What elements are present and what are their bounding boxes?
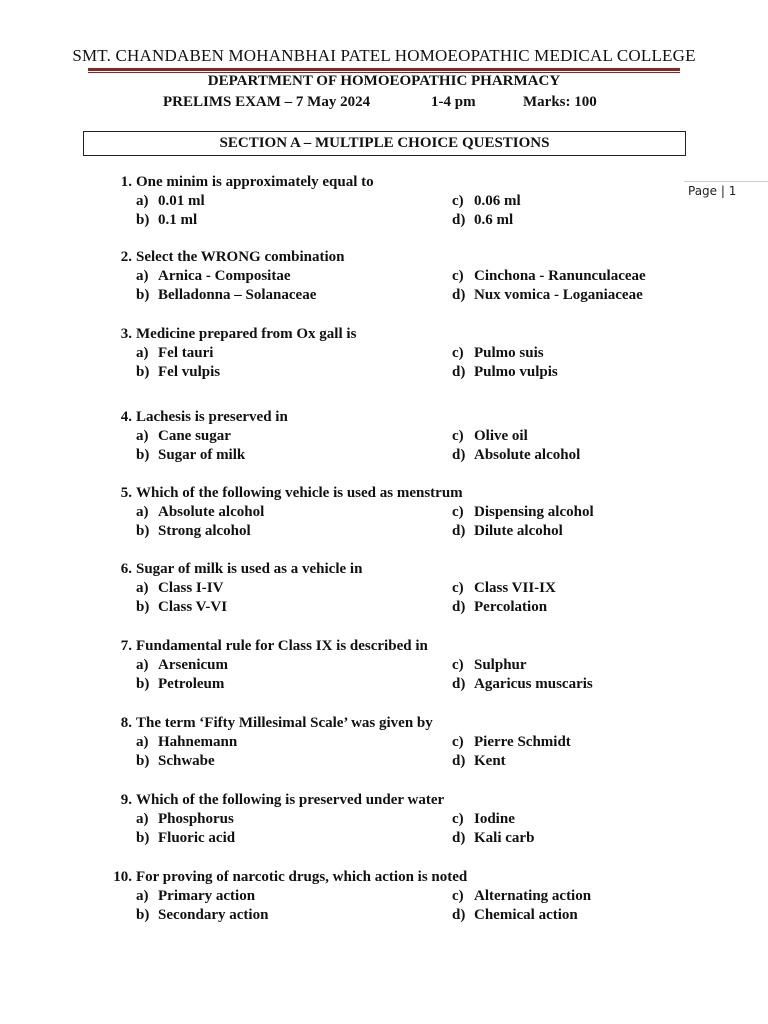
option-letter: c) (452, 345, 464, 361)
option-letter: a) (136, 734, 149, 750)
answer-option (136, 428, 231, 445)
answer-option (452, 734, 571, 751)
option-letter: a) (136, 345, 149, 361)
answer-option (136, 193, 205, 210)
answer-option (136, 287, 316, 304)
option-letter: c) (452, 193, 464, 209)
option-text: Chemical action (474, 907, 578, 923)
department-name: DEPARTMENT OF HOMOEOPATHIC PHARMACY (207, 73, 561, 89)
option-letter: d) (452, 287, 466, 303)
option-letter: c) (452, 888, 464, 904)
question-text: The term ‘Fifty Millesimal Scale’ was given by (136, 715, 433, 731)
question-text: Medicine prepared from Ox gall is (136, 326, 357, 342)
option-text: Olive oil (474, 428, 528, 444)
question-number: 9. (120, 792, 132, 808)
option-letter: d) (452, 599, 466, 615)
option-text: Schwabe (158, 753, 215, 769)
option-letter: a) (136, 580, 149, 596)
option-letter: a) (136, 657, 149, 673)
option-letter: b) (136, 287, 150, 303)
option-letter: d) (452, 447, 466, 463)
option-text: Fluoric acid (158, 830, 236, 846)
answer-option (452, 447, 580, 464)
question-number: 8. (120, 715, 132, 731)
option-text: 0.1 ml (158, 212, 198, 228)
option-letter: b) (136, 364, 150, 380)
option-text: Kent (474, 753, 506, 769)
answer-option (136, 753, 215, 770)
option-letter: c) (452, 734, 464, 750)
option-text: Nux vomica - Loganiaceae (474, 287, 643, 303)
option-text: 0.6 ml (474, 212, 514, 228)
option-text: Strong alcohol (158, 523, 251, 539)
option-letter: a) (136, 811, 149, 827)
option-letter: b) (136, 676, 150, 692)
option-text: Kali carb (474, 830, 535, 846)
question-text: Which of the following is preserved under water (136, 792, 445, 808)
option-letter: d) (452, 676, 466, 692)
option-letter: b) (136, 212, 150, 228)
answer-option (452, 193, 521, 210)
question-number: 6. (120, 561, 132, 577)
option-letter: d) (452, 364, 466, 380)
option-letter: b) (136, 830, 150, 846)
page-number: Page | 1 (688, 184, 737, 198)
question-text: Sugar of milk is used as a vehicle in (136, 561, 363, 577)
option-text: Arsenicum (158, 657, 228, 673)
option-letter: d) (452, 830, 466, 846)
option-text: 0.06 ml (474, 193, 521, 209)
answer-option (452, 599, 547, 616)
answer-option (136, 523, 251, 540)
option-text: 0.01 ml (158, 193, 205, 209)
answer-option (452, 657, 527, 674)
answer-option (452, 888, 591, 905)
question-number: 5. (120, 485, 132, 501)
option-letter: b) (136, 447, 150, 463)
option-text: Pulmo vulpis (474, 364, 558, 380)
answer-option (136, 268, 290, 285)
option-letter: c) (452, 428, 464, 444)
option-letter: c) (452, 580, 464, 596)
answer-option (136, 676, 224, 693)
option-letter: b) (136, 599, 150, 615)
answer-option (452, 676, 593, 693)
question-number: 1. (120, 174, 132, 190)
exam-time: 1-4 pm (431, 94, 476, 110)
option-text: Pulmo suis (474, 345, 544, 361)
option-text: Class V-VI (158, 599, 228, 615)
answer-option (136, 504, 264, 521)
question-number: 3. (120, 326, 132, 342)
answer-option (452, 287, 643, 304)
answer-option (452, 753, 506, 770)
answer-option (136, 580, 223, 597)
option-text: Primary action (158, 888, 256, 904)
option-letter: c) (452, 268, 464, 284)
option-text: Secondary action (158, 907, 269, 923)
exam-marks: Marks: 100 (523, 94, 597, 110)
option-text: Cane sugar (158, 428, 231, 444)
question-number: 4. (120, 409, 132, 425)
question-number: 2. (120, 249, 132, 265)
option-text: Pierre Schmidt (474, 734, 571, 750)
option-text: Absolute alcohol (474, 447, 581, 463)
answer-option (452, 212, 513, 229)
answer-option (452, 504, 594, 521)
header-rule-thick (88, 68, 680, 71)
answer-option (136, 657, 228, 674)
answer-option (136, 345, 213, 362)
option-text: Sugar of milk (158, 447, 246, 463)
option-letter: c) (452, 811, 464, 827)
answer-option (452, 364, 558, 381)
option-text: Belladonna – Solanaceae (158, 287, 317, 303)
option-letter: b) (136, 753, 150, 769)
option-letter: b) (136, 523, 150, 539)
answer-option (136, 734, 237, 751)
question-text: For proving of narcotic drugs, which action is noted (136, 869, 468, 885)
answer-option (452, 580, 556, 597)
exam-name-date: PRELIMS EXAM – 7 May 2024 (163, 94, 371, 110)
answer-option (452, 268, 646, 285)
answer-option (136, 811, 234, 828)
option-letter: d) (452, 523, 466, 539)
option-letter: a) (136, 193, 149, 209)
answer-option (136, 888, 255, 905)
answer-option (136, 212, 197, 229)
option-text: Alternating action (474, 888, 592, 904)
question-text: One minim is approximately equal to (136, 174, 374, 190)
option-letter: d) (452, 753, 466, 769)
option-letter: c) (452, 657, 464, 673)
answer-option (136, 364, 220, 381)
answer-option (136, 599, 227, 616)
answer-option (452, 811, 515, 828)
question-text: Fundamental rule for Class IX is described in (136, 638, 428, 654)
option-text: Arnica - Compositae (158, 268, 291, 284)
answer-option (452, 830, 534, 847)
option-text: Phosphorus (158, 811, 234, 827)
answer-option (452, 345, 544, 362)
option-text: Sulphur (474, 657, 527, 673)
college-name: SMT. CHANDABEN MOHANBHAI PATEL HOMOEOPATHIC MEDICAL COLLEGE (72, 46, 696, 65)
option-text: Dilute alcohol (474, 523, 563, 539)
option-text: Fel tauri (158, 345, 214, 361)
option-letter: a) (136, 888, 149, 904)
option-text: Class VII-IX (474, 580, 556, 596)
option-text: Cinchona - Ranunculaceae (474, 268, 646, 284)
option-text: Dispensing alcohol (474, 504, 594, 520)
option-text: Petroleum (158, 676, 225, 692)
option-text: Class I-IV (158, 580, 224, 596)
question-number: 7. (120, 638, 132, 654)
page-number-rule (684, 181, 768, 182)
option-text: Iodine (474, 811, 515, 827)
question-text: Lachesis is preserved in (136, 409, 288, 425)
option-letter: a) (136, 504, 149, 520)
option-letter: a) (136, 268, 149, 284)
answer-option (452, 523, 563, 540)
option-letter: b) (136, 907, 150, 923)
answer-option (136, 447, 245, 464)
option-letter: a) (136, 428, 149, 444)
answer-option (136, 830, 235, 847)
question-text: Which of the following vehicle is used as menstrum (136, 485, 463, 501)
question-number: 10. (113, 869, 132, 885)
option-text: Hahnemann (158, 734, 238, 750)
option-letter: d) (452, 907, 466, 923)
option-text: Percolation (474, 599, 548, 615)
option-text: Absolute alcohol (158, 504, 265, 520)
option-text: Agaricus muscaris (474, 676, 593, 692)
question-text: Select the WRONG combination (136, 249, 345, 265)
section-title: SECTION A – MULTIPLE CHOICE QUESTIONS (83, 131, 686, 156)
option-letter: c) (452, 504, 464, 520)
answer-option (452, 907, 578, 924)
option-letter: d) (452, 212, 466, 228)
answer-option (136, 907, 268, 924)
option-text: Fel vulpis (158, 364, 221, 380)
answer-option (452, 428, 528, 445)
